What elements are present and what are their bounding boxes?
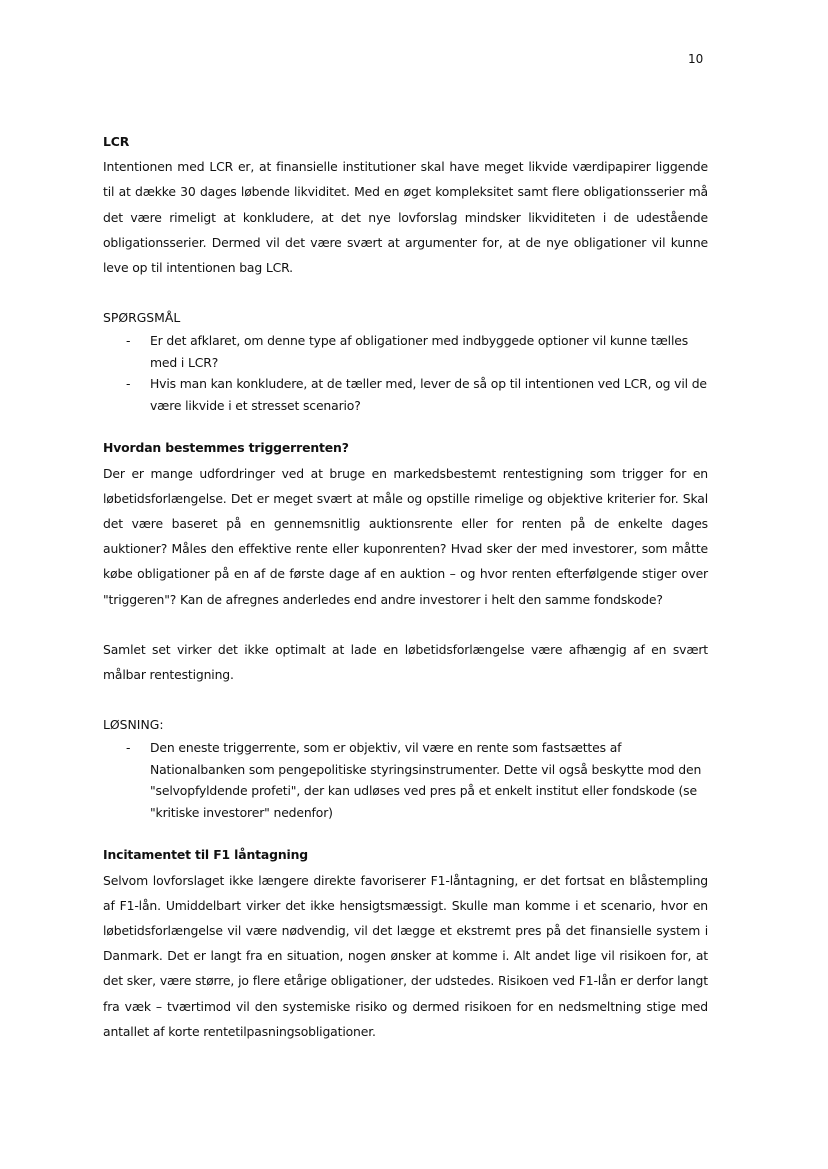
- document-body: [103, 129, 708, 1044]
- trigger-paragraph: Der er mange udfordringer ved at bruge en markedsbestemt rentestigning som trigger for en løbetidsforlængelse. Det er meget svært at måle og opstille rimelige og objektive kriterier for. Skal det være baseret på en gennemsnitlig auktionsrente eller for renten på de enkelte dages auktioner? Måles den effektive rente eller kuponrenten? Hvad sker der med investorer, som måtte købe obligationer på en af de første dage af en auktion – og hvor renten efterfølgende stiger over "triggeren"? Kan de afregnes anderledes end andre investorer i helt den samme fondskode?: [103, 465, 708, 607]
- solution-heading: LØSNING:: [103, 717, 164, 733]
- list-item: [103, 373, 708, 416]
- question-text: Hvis man kan konkludere, at de tæller med, lever de så op til intentionen ved LCR, og vil de være likvide i et stresset scenario?: [150, 376, 707, 413]
- questions-list: [103, 330, 708, 416]
- question-text: Er det afklaret, om denne type af obligationer med indbyggede optioner vil kunne tælles med i LCR?: [150, 333, 689, 370]
- bullet-dash: -: [126, 333, 131, 349]
- f1-paragraph: Selvom lovforslaget ikke længere direkte favoriserer F1-låntagning, er det fortsat en blåstempling af F1-lån. Umiddelbart virker det ikke hensigtsmæssigt. Skulle man komme i et scenario, hvor en løbetidsforlængelse vil være nødvendig, vil det lægge et ekstremt pres på det finansielle system i Danmark. Det er langt fra en situation, nogen ønsker at komme i. Alt andet lige vil risikoen for, at det sker, være større, jo flere etårige obligationer, der udstedes. Risikoen ved F1-lån er derfor langt fra væk – tværtimod vil den systemiske risiko og dermed risikoen for en nedsmeltning stige med antallet af korte rentetilpasningsobligationer.: [103, 872, 708, 1039]
- trigger-heading: Hvordan bestemmes triggerrenten?: [103, 440, 349, 456]
- solution-list: [103, 737, 708, 823]
- list-item: [103, 737, 708, 823]
- bullet-dash: -: [126, 376, 131, 392]
- bullet-dash: -: [126, 740, 131, 756]
- trigger-conclusion: Samlet set virker det ikke optimalt at lade en løbetidsforlængelse være afhængig af en svært målbar rentestigning.: [103, 641, 708, 683]
- page-number: 10: [688, 52, 704, 66]
- lcr-heading: LCR: [103, 134, 130, 149]
- questions-heading: SPØRGSMÅL: [103, 310, 181, 326]
- list-item: [103, 330, 708, 373]
- solution-text: Den eneste triggerrente, som er objektiv, vil være en rente som fastsættes af Nationalbanken som pengepolitiske styringsinstrumenter. Dette vil også beskytte mod den "selvopfyldende profeti", der kan udløses ved pres på et enkelt institut eller fondskode (se "kritiske investorer" nedenfor): [150, 740, 702, 820]
- lcr-paragraph: Intentionen med LCR er, at finansielle institutioner skal have meget likvide værdipapirer liggende til at dække 30 dages løbende likviditet. Med en øget kompleksitet samt flere obligationsserier må det være rimeligt at konkludere, at det nye lovforslag mindsker likviditeten i de udestående obligationsserier. Dermed vil det være svært at argumenter for, at de nye obligationer vil kunne leve op til intentionen bag LCR.: [103, 159, 708, 276]
- f1-heading: Incitamentet til F1 låntagning: [103, 847, 308, 863]
